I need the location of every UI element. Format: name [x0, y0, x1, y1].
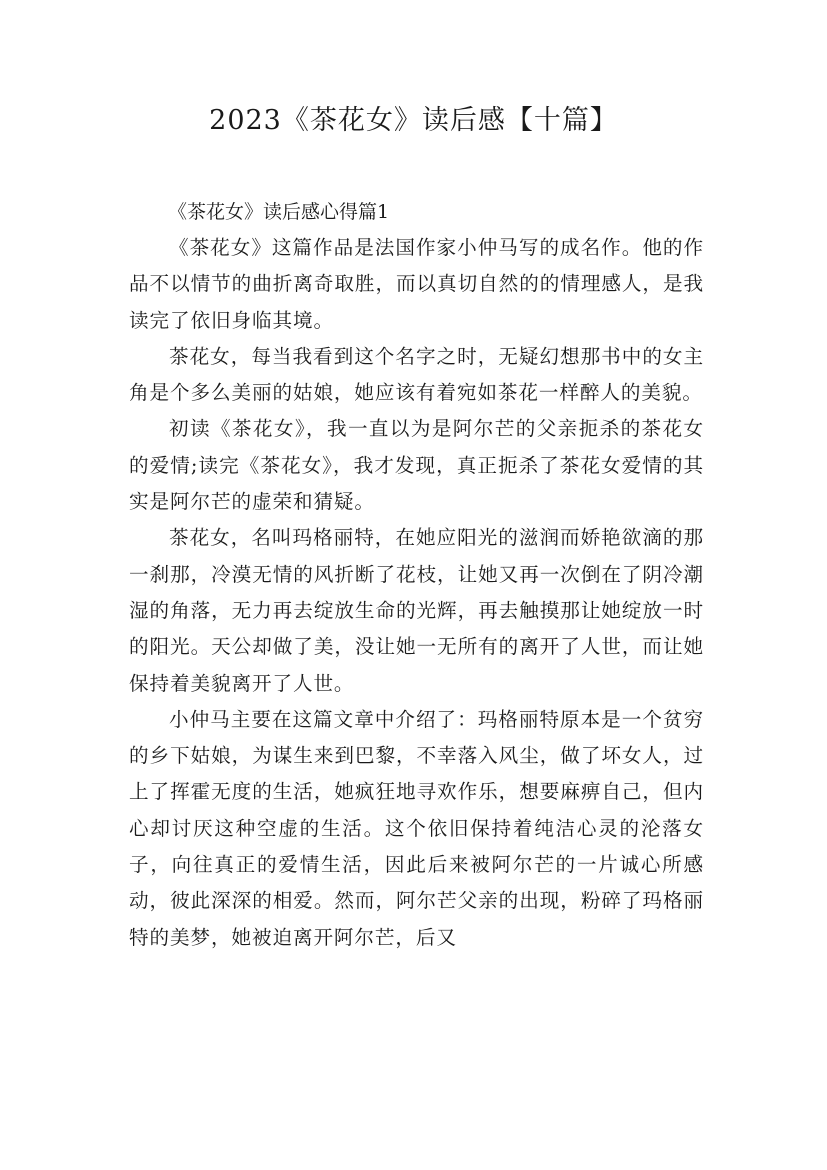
document-body	[129, 194, 704, 956]
paragraph-3: 初读《茶花女》，我一直以为是阿尔芒的父亲扼杀的茶花女的爱情;读完《茶花女》，我才发现，真正扼杀了茶花女爱情的其实是阿尔芒的虚荣和猜疑。	[129, 417, 704, 514]
paragraph-1: 《茶花女》这篇作品是法国作家小仲马写的成名作。他的作品不以情节的曲折离奇取胜，而以真切自然的的情理感人，是我读完了依旧身临其境。	[129, 236, 704, 332]
section-heading: 《茶花女》读后感心得篇1	[168, 201, 390, 223]
paragraph-4: 茶花女，名叫玛格丽特，在她应阳光的滋润而娇艳欲滴的那一刹那，冷漠无情的风折断了花枝，让她又再一次倒在了阴冷潮湿的角落，无力再去绽放生命的光辉，再去触摸那让她绽放一时的阳光。天公却做了美，没让她一无所有的离开了人世，而让她保持着美貌离开了人世。	[129, 526, 704, 695]
paragraph-5: 小仲马主要在这篇文章中介绍了：玛格丽特原本是一个贫穷的乡下姑娘，为谋生来到巴黎，不幸落入风尘，做了坏女人，过上了挥霍无度的生活，她疯狂地寻欢作乐，想要麻痹自己，但内心却讨厌这种空虚的生活。这个依旧保持着纯洁心灵的沦落女子，向往真正的爱情生活，因此后来被阿尔芒的一片诚心所感动，彼此深深的相爱。然而，阿尔芒父亲的出现，粉碎了玛格丽特的美梦，她被迫离开阿尔芒，后又	[129, 707, 704, 949]
document-title: 2023《茶花女》读后感【十篇】	[209, 105, 618, 136]
paragraph-2: 茶花女，每当我看到这个名字之时，无疑幻想那书中的女主角是个多么美丽的姑娘，她应该有着宛如茶花一样醉人的美貌。	[129, 344, 704, 405]
